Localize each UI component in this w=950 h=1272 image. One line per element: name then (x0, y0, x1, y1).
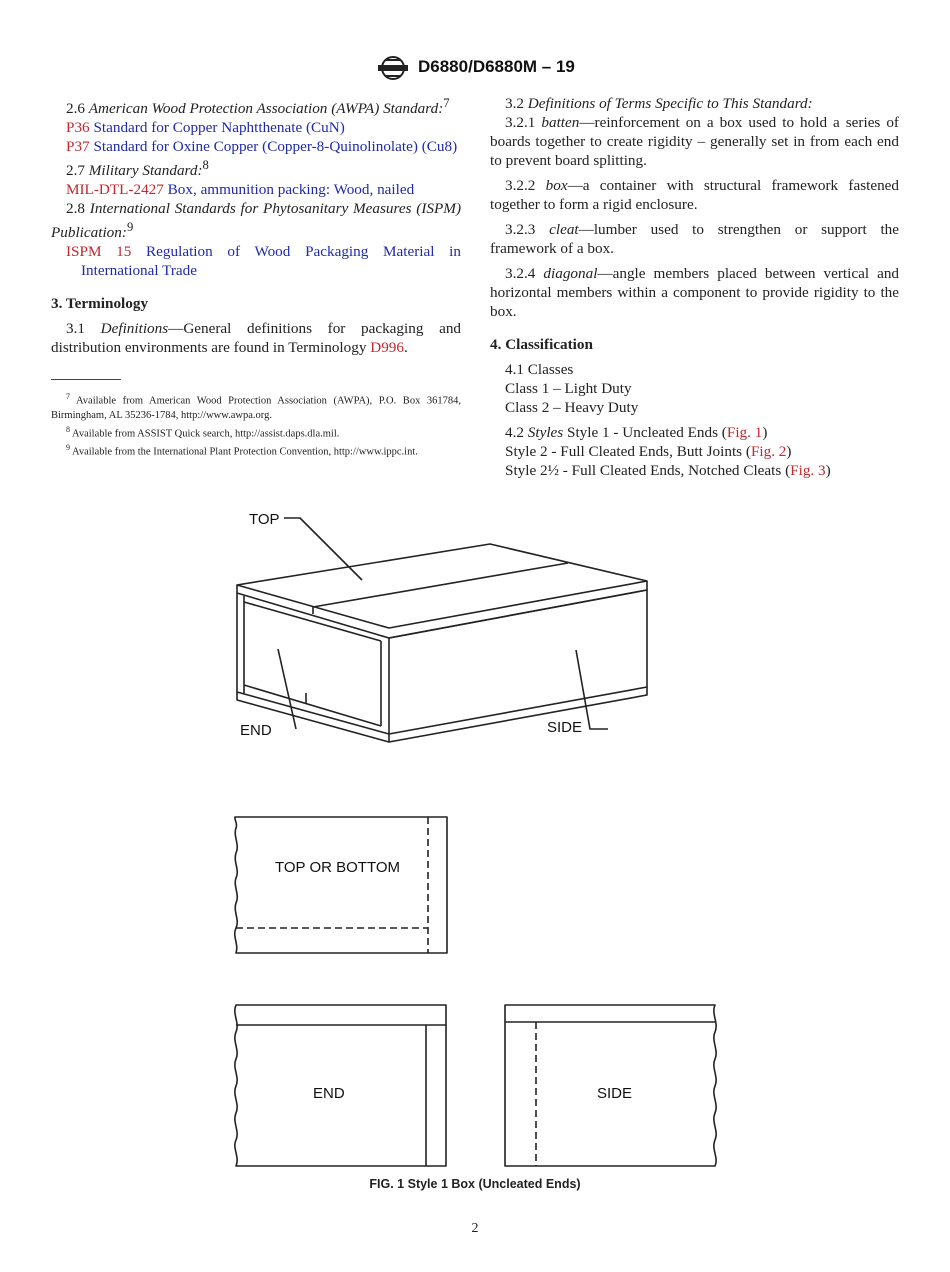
label-end: END (240, 722, 272, 739)
definition-batten: 3.2.1 batten—reinforcement on a box used to hold a series of boards together to create rigidity – generally set in from each end to prevent board splitting. (490, 114, 899, 169)
section-4-1: 4.1 Classes (505, 361, 574, 378)
label-end-panel: END (313, 1085, 345, 1102)
reference-code[interactable]: P37 (66, 138, 90, 156)
figure-caption: FIG. 1 Style 1 Box (Uncleated Ends) (369, 1177, 581, 1191)
section-2-8: 2.8 International Standards for Phytosanitary Measures (ISPM) Publication:$^9$ (51, 200, 462, 242)
label-side: SIDE (547, 719, 583, 736)
reference-title[interactable]: Box, ammunition packing: Wood, nailed (167, 181, 415, 199)
footnote-7: $^7$ Available from American Wood Protection Association (AWPA), P.O. Box 361784, Birmingham, AL 35236-1784, http://www.awpa.org. (51, 392, 462, 421)
definition-box: 3.2.2 box—a container with structural framework fastened together to form a rigid enclosure. (490, 177, 899, 213)
page-number: 2 (471, 1221, 479, 1236)
class-1: Class 1 – Light Duty (505, 380, 632, 397)
box-end-face (237, 593, 389, 734)
section-2-7: 2.7 Military Standard:$^8$ (66, 158, 209, 180)
figure-3-link[interactable]: Fig. 3 (790, 462, 826, 479)
leader-end (278, 649, 296, 729)
box-top-thickness (237, 581, 647, 638)
reference-title[interactable]: Standard for Copper Naphtthenate (CuN) (93, 119, 345, 137)
footnote-8: $^8$ Available from ASSIST Quick search, http://assist.daps.dla.mil. (66, 424, 340, 440)
leader-side (576, 650, 608, 729)
end-inner-bottom (244, 685, 381, 726)
reference-title[interactable]: Regulation of Wood Packaging Material in International Trade (81, 243, 461, 280)
box-isometric (237, 544, 647, 742)
label-top: TOP (249, 511, 280, 528)
label-top-or-bottom: TOP OR BOTTOM (275, 859, 401, 876)
style-2-half: Style 2½ - Full Cleated Ends, Notched Cleats (Fig. 3) (505, 462, 831, 479)
figure-1-link[interactable]: Fig. 1 (726, 424, 763, 441)
section-3-heading: 3. Terminology (51, 295, 149, 313)
section-2-6: 2.6 American Wood Protection Association (AWPA) Standard:$^7$ (66, 96, 450, 118)
reference-title[interactable]: Standard for Oxine Copper (Copper-8-Quinolinolate) (Cu8) (93, 138, 458, 156)
figure-2-link[interactable]: Fig. 2 (750, 443, 787, 460)
definition-cleat: 3.2.3 cleat—lumber used to strengthen or support the framework of a box. (490, 221, 900, 257)
section-3-2: 3.2 Definitions of Terms Specific to This Standard: (505, 95, 813, 112)
definition-diagonal: 3.2.4 diagonal—angle members placed between vertical and horizontal members within a component to provide rigidity to the box. (490, 265, 900, 320)
reference-code[interactable]: ISPM 15 (66, 243, 132, 261)
section-3-1: 3.1 Definitions—General definitions for packaging and distribution environments are found in Terminology D996. (51, 320, 462, 357)
box-bottom-thickness (237, 687, 647, 742)
reference-code[interactable]: MIL-DTL-2427 (66, 181, 164, 199)
section-4-2: 4.2 Styles Style 1 - Uncleated Ends (Fig. 1) (505, 424, 768, 441)
reference-code[interactable]: P36 (66, 119, 90, 137)
box-top-face (237, 544, 647, 628)
style-2: Style 2 - Full Cleated Ends, Butt Joints (Fig. 2) (505, 443, 792, 460)
label-side-panel: SIDE (597, 1085, 633, 1102)
section-4-heading: 4. Classification (490, 336, 593, 353)
top-bottom-panel (235, 817, 447, 953)
box-side-face (389, 590, 647, 734)
class-2: Class 2 – Heavy Duty (505, 399, 639, 416)
reference-d996[interactable]: D996 (370, 339, 404, 357)
footnote-9: $^9$ Available from the International Plant Protection Convention, http://www.ippc.int. (66, 443, 418, 458)
document-id: D6880/D6880M – 19 (418, 57, 575, 76)
